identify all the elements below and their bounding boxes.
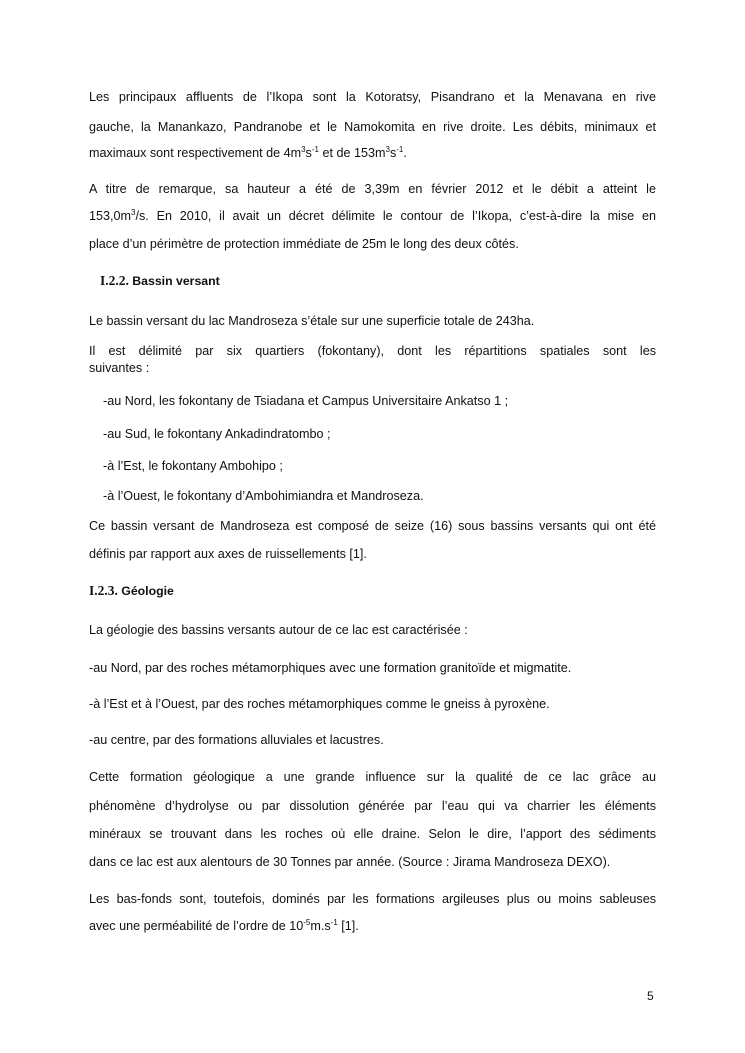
list-item: -au centre, par des formations alluviales et lacustres. — [89, 733, 384, 747]
superscript: -1 — [396, 145, 404, 154]
paragraph-line: gauche, la Manankazo, Pandranobe et le Namokomita en rive droite. Les débits, minimaux et — [89, 120, 656, 134]
paragraph-line: dans ce lac est aux alentours de 30 Tonnes par année. (Source : Jirama Mandroseza DEXO). — [89, 855, 611, 869]
text: 153,0m — [89, 209, 132, 223]
paragraph-line: place d’un périmètre de protection immédiate de 25m le long des deux côtés. — [89, 237, 519, 251]
heading-number: I.2.3. — [89, 583, 118, 598]
text: s — [389, 146, 397, 160]
paragraph-line: A titre de remarque, sa hauteur a été de 3,39m en février 2012 et le débit a atteint le — [89, 182, 656, 196]
superscript: 3 — [301, 145, 306, 154]
paragraph-line: phénomène d’hydrolyse ou par dissolution générée par l’eau qui va charrier les éléments — [89, 799, 656, 813]
list-item: -au Nord, par des roches métamorphiques avec une formation granitoïde et migmatite. — [89, 661, 572, 675]
text: . — [403, 146, 407, 160]
section-heading — [89, 583, 174, 599]
superscript: -1 — [330, 918, 338, 927]
list-item: -à l’Ouest, le fokontany d’Ambohimiandra et Mandroseza. — [103, 489, 424, 503]
paragraph-line: Ce bassin versant de Mandroseza est composé de seize (16) sous bassins versants qui ont été — [89, 519, 656, 533]
text: /s. En 2010, il avait un décret délimite le contour de l’Ikopa, c’est-à-dire la mise en — [135, 209, 656, 223]
section-heading — [100, 273, 220, 289]
text: s — [305, 146, 312, 160]
paragraph-line — [89, 208, 656, 224]
page-number: 5 — [647, 989, 654, 1003]
paragraph-line — [89, 145, 656, 161]
list-item: -au Sud, le fokontany Ankadindratombo ; — [103, 427, 331, 441]
paragraph-line: La géologie des bassins versants autour de ce lac est caractérisée : — [89, 623, 468, 637]
heading-number: I.2.2. — [100, 273, 129, 288]
list-item: -au Nord, les fokontany de Tsiadana et Campus Universitaire Ankatso 1 ; — [103, 394, 509, 408]
paragraph-line: Les bas-fonds sont, toutefois, dominés par les formations argileuses plus ou moins sableuses — [89, 892, 656, 906]
superscript: 3 — [385, 145, 390, 154]
superscript: -5 — [303, 918, 311, 927]
paragraph-line: suivantes : — [89, 361, 150, 375]
paragraph-line: définis par rapport aux axes de ruissellements [1]. — [89, 547, 367, 561]
paragraph-line: Cette formation géologique a une grande influence sur la qualité de ce lac grâce au — [89, 770, 656, 784]
paragraph-line: Les principaux affluents de l’Ikopa sont la Kotoratsy, Pisandrano et la Menavana en rive — [89, 90, 656, 104]
paragraph-line: minéraux se trouvant dans les roches où elle draine. Selon le dire, l’apport des sédiments — [89, 827, 656, 841]
paragraph-line: Il est délimité par six quartiers (fokontany), dont les répartitions spatiales sont les — [89, 344, 656, 358]
text: et de 153m — [318, 146, 386, 160]
superscript: -1 — [311, 145, 319, 154]
list-item: -à l’Est, le fokontany Ambohipo ; — [103, 459, 283, 473]
text: [1]. — [337, 919, 359, 933]
list-item: -à l’Est et à l’Ouest, par des roches métamorphiques comme le gneiss à pyroxène. — [89, 697, 550, 711]
paragraph-line: Le bassin versant du lac Mandroseza s’étale sur une superficie totale de 243ha. — [89, 314, 535, 328]
heading-title: Géologie — [121, 584, 174, 598]
superscript: 3 — [131, 208, 136, 217]
paragraph-line — [89, 918, 656, 934]
text: m.s — [310, 919, 331, 933]
heading-title: Bassin versant — [132, 274, 220, 288]
text: maximaux sont respectivement de 4m — [89, 146, 302, 160]
text: avec une perméabilité de l’ordre de 10 — [89, 919, 304, 933]
